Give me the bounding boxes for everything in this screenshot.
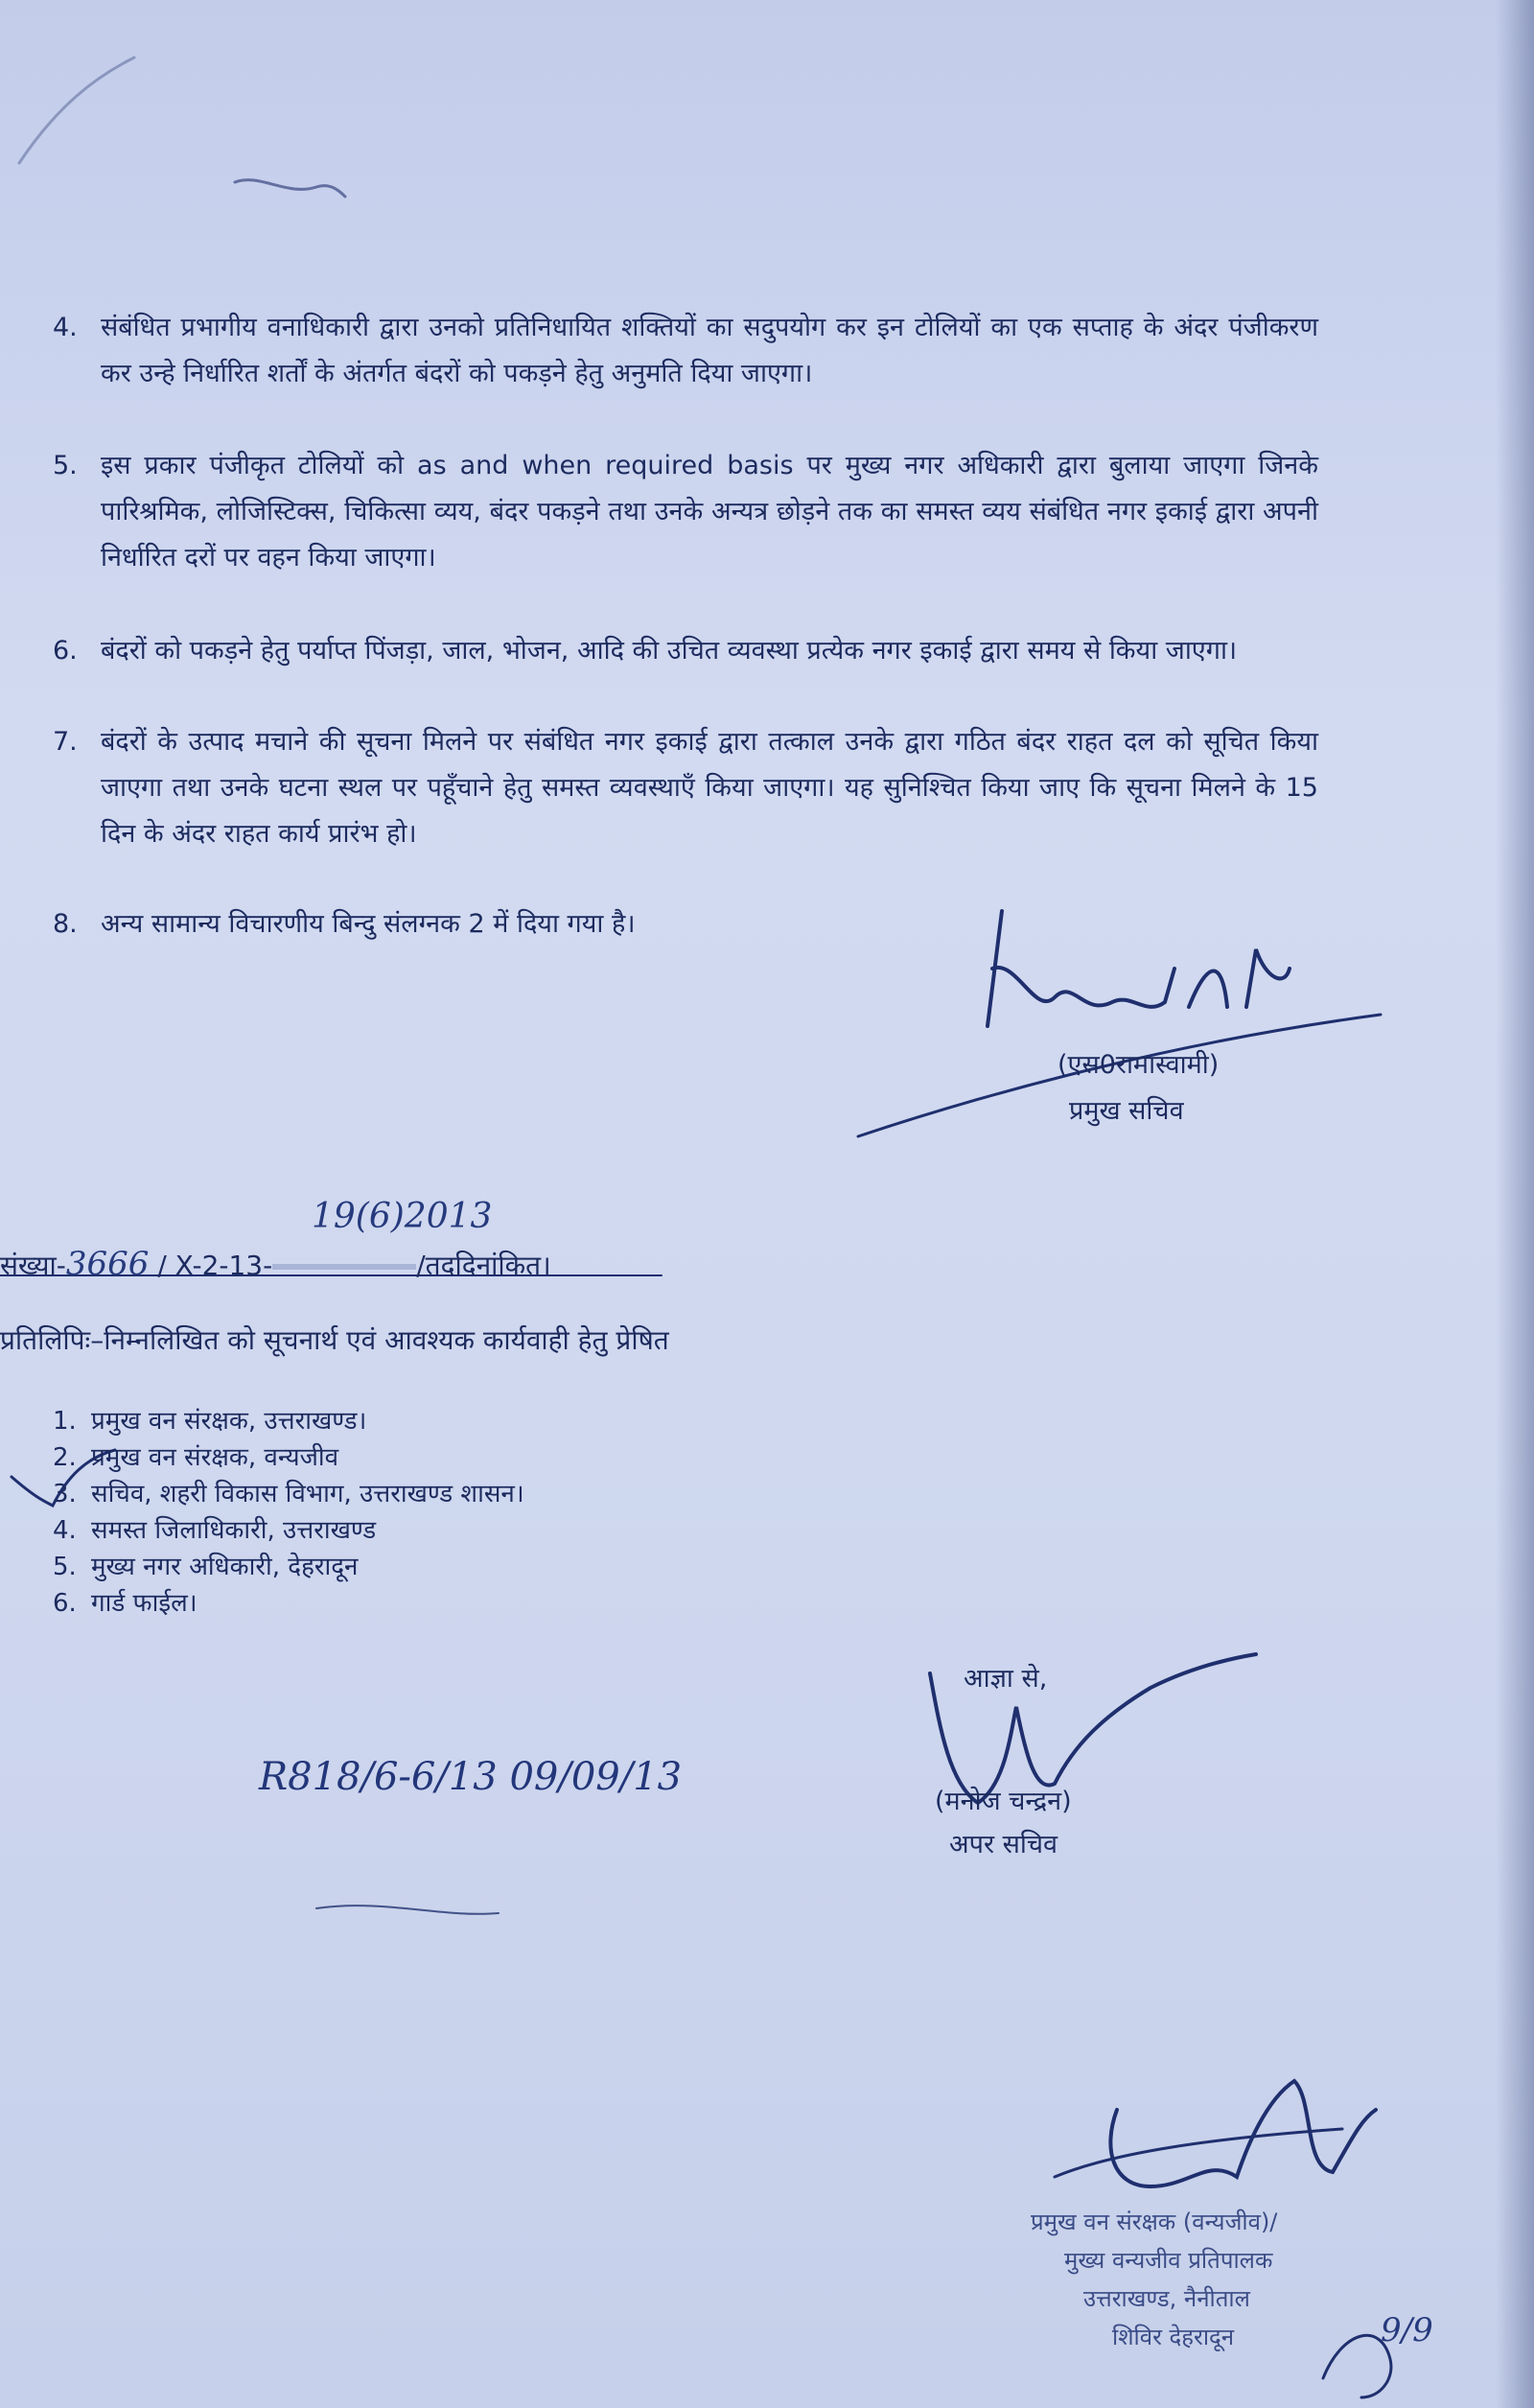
- reference-prefix: संख्या-: [0, 1250, 66, 1281]
- copy-item: 3. सचिव, शहरी विकास विभाग, उत्तराखण्ड शासन।: [53, 1480, 524, 1508]
- copy-item: 1. प्रमुख वन संरक्षक, उत्तराखण्ड।: [53, 1407, 367, 1436]
- stamp-line: मुख्य वन्यजीव प्रतिपालक: [1064, 2247, 1273, 2274]
- order-text: आज्ञा से,: [964, 1664, 1048, 1694]
- redacted-block: [272, 1264, 416, 1270]
- point-number: 5.: [53, 451, 78, 480]
- stamp-handwritten-date: 9/9: [1381, 2311, 1433, 2350]
- point-text: इस प्रकार पंजीकृत टोलियों को as and when required basis पर मुख्य नगर अधिकारी द्वारा बुलाया जाएगा जिनके पारिश्रमिक, लोजिस्टिक्स, चिकित्सा व्यय, बंदर पकड़ने तथा उनके अन्यत्र छोड़ने तक का समस्त व्यय संबंधित नगर इकाई द्वारा अपनी निर्धारित दरों पर वहन किया जाएगा।: [101, 451, 1318, 573]
- signatory2-name: (मनोज चन्द्रन): [935, 1787, 1072, 1816]
- copy-item: 6. गार्ड फाईल।: [53, 1589, 198, 1618]
- handwritten-reference: R818/6-6/13 09/09/13: [259, 1755, 683, 1799]
- point-number: 6.: [53, 636, 78, 666]
- stamp-line: शिविर देहरादून: [1112, 2324, 1235, 2350]
- copy-item: 2. प्रमुख वन संरक्षक, वन्यजीव: [53, 1443, 339, 1472]
- point-number: 4.: [53, 313, 78, 342]
- signatory2-designation: अपर सचिव: [949, 1830, 1058, 1859]
- stamp-line: उत्तराखण्ड, नैनीताल: [1083, 2285, 1250, 2312]
- point-text: बंदरों के उत्पाद मचाने की सूचना मिलने पर संबंधित नगर इकाई द्वारा तत्काल उनके द्वारा गठित बंदर राहत दल को सूचित किया जाएगा तथा उनके घटना स्थल पर पहूँचाने हेतु समस्त व्यवस्थाएँ किया जाएगा। यह सुनिश्चित किया जाए कि सूचना मिलने के 15 दिन के अंदर राहत कार्य प्रारंभ हो।: [101, 727, 1318, 849]
- reference-number: 3666: [65, 1245, 150, 1283]
- copy-item: 5. मुख्य नगर अधिकारी, देहरादून: [53, 1553, 359, 1581]
- point-number: 8.: [53, 909, 78, 939]
- point-number: 7.: [53, 727, 78, 757]
- signatory-name: (एस0रामास्वामी): [1058, 1050, 1220, 1080]
- stamp-line: प्रमुख वन संरक्षक (वन्यजीव)/: [1031, 2209, 1278, 2235]
- reference-line: [0, 1245, 551, 1283]
- reference-middle: / X-2-13-: [157, 1250, 273, 1281]
- signatory-designation: प्रमुख सचिव: [1069, 1096, 1184, 1126]
- handwritten-date: 19(6)2013: [312, 1197, 493, 1236]
- reference-suffix: /तददिनांकित।: [416, 1250, 551, 1281]
- copy-item: 4. समस्त जिलाधिकारी, उत्तराखण्ड: [53, 1516, 377, 1545]
- copy-heading: प्रतिलिपिः–निम्नलिखित को सूचनार्थ एवं आवश्यक कार्यवाही हेतु प्रेषित: [0, 1324, 669, 1356]
- point-text: अन्य सामान्य विचारणीय बिन्दु संलग्नक 2 में दिया गया है।: [101, 909, 636, 939]
- point-text: बंदरों को पकड़ने हेतु पर्याप्त पिंजड़ा, जाल, भोजन, आदि की उचित व्यवस्था प्रत्येक नगर इकाई द्वारा समय से किया जाएगा।: [101, 636, 1238, 666]
- point-text: संबंधित प्रभागीय वनाधिकारी द्वारा उनको प्रतिनिधायित शक्तियों का सदुपयोग कर इन टोलियों का एक सप्ताह के अंदर पंजीकरण कर उन्हे निर्धारित शर्तों के अंतर्गत बंदरों को पकड़ने हेतु अनुमति दिया जाएगा।: [101, 313, 1318, 388]
